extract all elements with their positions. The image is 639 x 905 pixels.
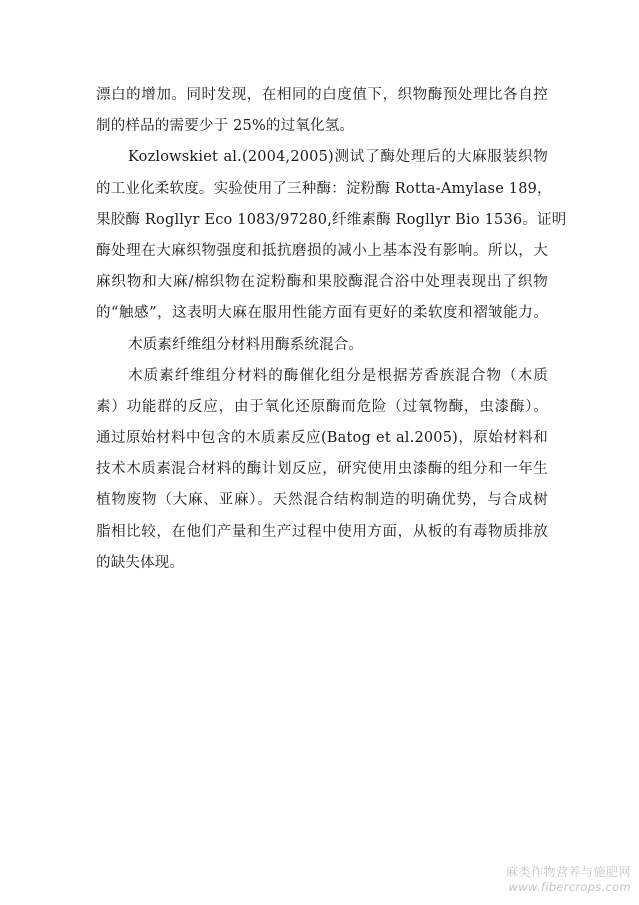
text-line-4: 的工业化柔软度。实验使用了三种酶：淀粉酶 Rotta-Amylase 189， xyxy=(96,180,552,197)
text-line-14: 植物废物（大麻、亚麻）。天然混合结构制造的明确优势，与合成树 xyxy=(96,492,548,509)
text-line-5: 果胶酶 Rogllyr Eco 1083/97280,纤维素酶 Rogllyr Bio 1536。证明 xyxy=(96,211,567,228)
watermark-url: www.fibercrops.com xyxy=(508,880,631,894)
text-line-13: 技术木质素混合材料的酶计划反应，研究使用虫漆酶的组分和一年生 xyxy=(96,461,548,478)
text-line-7: 麻织物和大麻/棉织物在淀粉酶和果胶酶混合浴中处理表现出了织物 xyxy=(96,274,548,291)
site-watermark xyxy=(506,865,631,895)
watermark-site-name: 麻类作物营养与施肥网 xyxy=(505,865,631,879)
text-line-10: 木质素纤维组分材料的酶催化组分是根据芳香族混合物（木质 xyxy=(128,367,548,384)
text-line-3: Kozlowskiet al.(2004,2005)测试了酶处理后的大麻服装织物 xyxy=(128,149,548,166)
document-body xyxy=(96,80,567,579)
text-line-9: 木质素纤维组分材料用酶系统混合。 xyxy=(128,336,364,353)
text-line-1: 漂白的增加。同时发现，在相同的白度值下，织物酶预处理比各自控 xyxy=(96,87,548,103)
text-line-2: 制的样品的需要少于 25%的过氧化氢。 xyxy=(96,118,355,135)
text-line-12: 通过原始材料中包含的木质素反应(Batog et al.2005)，原始材料和 xyxy=(96,430,548,447)
text-line-16: 的缺失体现。 xyxy=(96,554,185,571)
text-line-8: 的“触感”，这表明大麻在服用性能方面有更好的柔软度和褶皱能力。 xyxy=(96,305,548,322)
text-line-11: 素）功能群的反应，由于氧化还原酶而危险（过氧物酶，虫漆酶）。 xyxy=(96,398,548,415)
text-line-6: 酶处理在大麻织物强度和抵抗磨损的减小上基本没有影响。所以，大 xyxy=(96,242,548,259)
text-line-15: 脂相比较，在他们产量和生产过程中使用方面，从板的有毒物质排放 xyxy=(96,523,548,540)
